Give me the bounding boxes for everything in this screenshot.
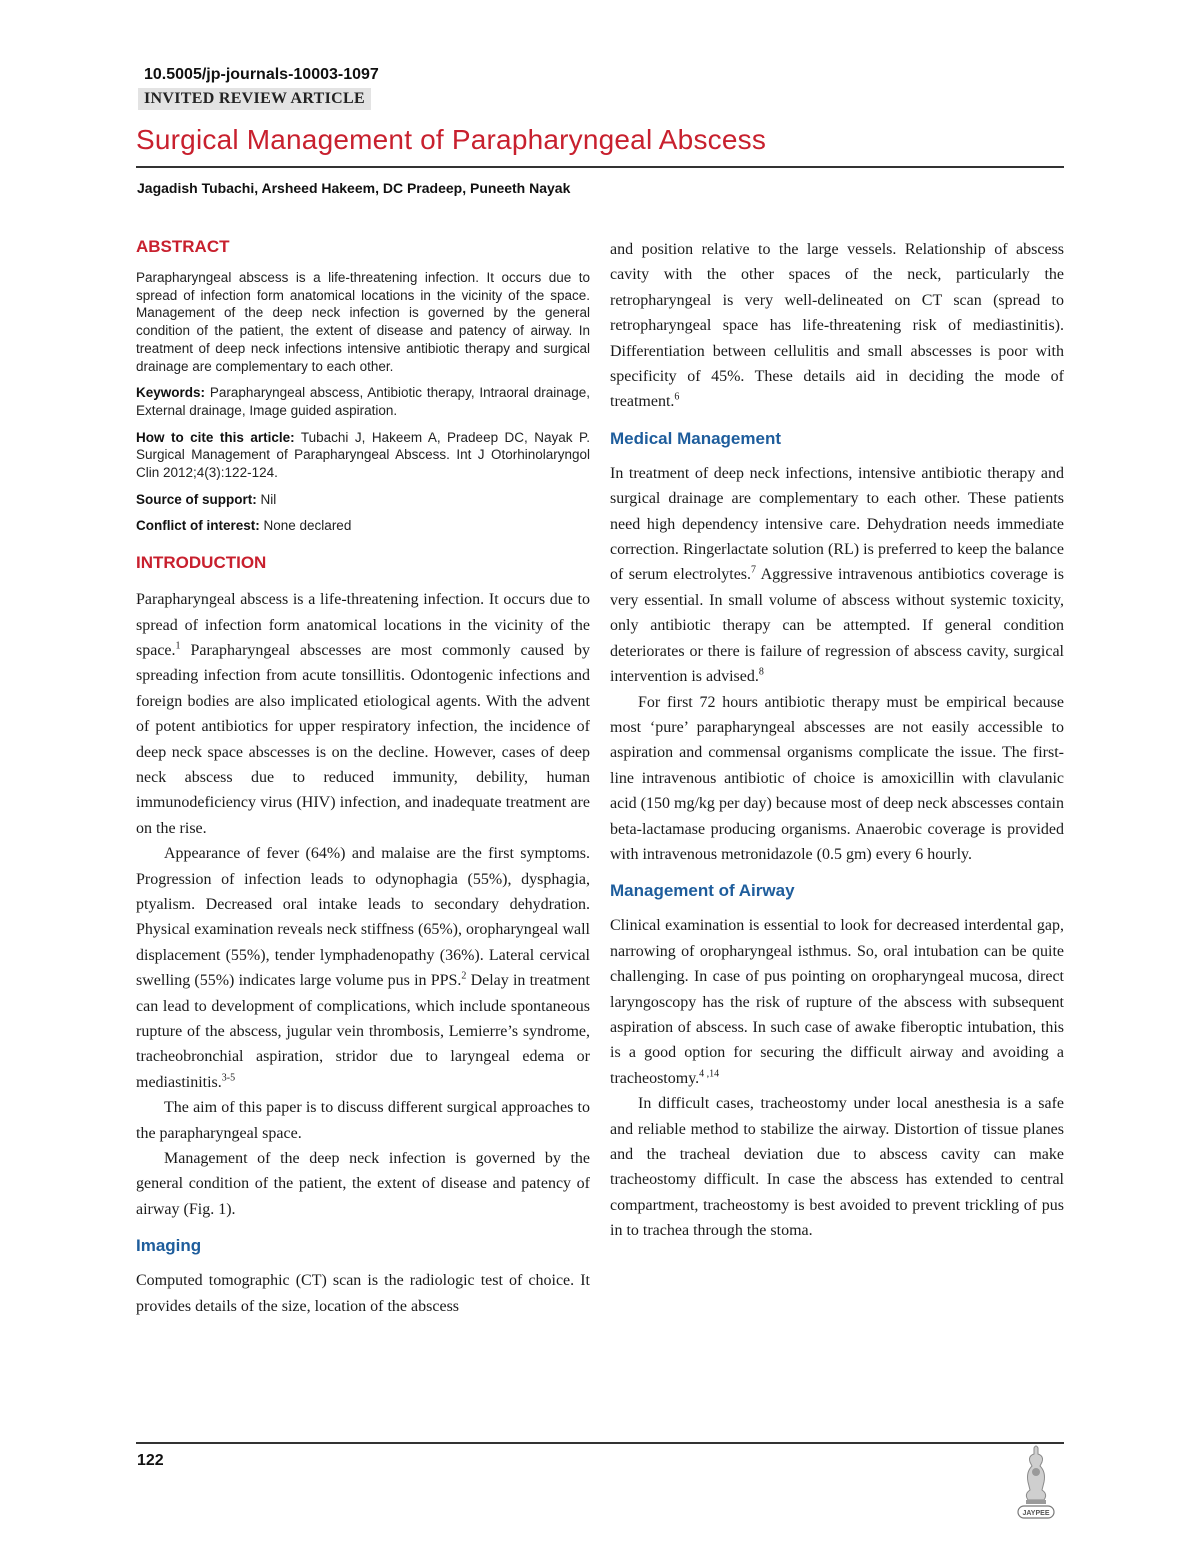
conflict-value: None declared [263, 518, 352, 534]
citation-ref: 3-5 [221, 1072, 236, 1084]
keywords [136, 384, 590, 419]
imaging-paragraph-continued [610, 237, 1064, 415]
conflict-label: Conflict of interest: [136, 518, 260, 534]
article-type-label: INVITED REVIEW ARTICLE [138, 88, 371, 110]
intro-p1-text-b: Parapharyngeal abscesses are most commonly caused by spreading infection from acute tonsillitis. Odontogenic infections and foreign bodies are also implicated etiological agents. With the advent of potent antibiotics for upper respiratory infection, the incidence of deep neck space abscesses is on the decline. However, cases of deep neck abscess due to reduced immunity, debility, human immunodeficiency virus (HIV) infection, and inadequate treatment are on the rise. [136, 641, 590, 837]
abstract-heading: ABSTRACT [136, 237, 230, 256]
citation-ref: 7 [751, 565, 757, 577]
intro-p1-text-a: Parapharyngeal abscess is a life-threatening infection. It occurs due to spread of infection form anatomical locations in the vicinity of the space. [136, 591, 590, 659]
citation-value: Tubachi J, Hakeem A, Pradeep DC, Nayak P. Surgical Management of Parapharyngeal Abscess. Int J Otorhinolaryngol Clin 2012;4(3):122-124. [136, 429, 591, 481]
citation-ref: 1 [175, 640, 181, 652]
medical-management-heading: Medical Management [610, 428, 781, 448]
publisher-name: JAYPEE [1022, 1510, 1050, 1517]
medical-paragraph-2: For first 72 hours antibiotic therapy must be empirical because most ‘pure’ parapharyngeal abscesses are not easily accessible to aspiration and commensal organisms complicate the issue. The first-line intravenous antibiotic of choice is amoxicillin with clavulanic acid (150 mg/kg per day) because most of deep neck abscesses contain beta-lactamase producing organisms. Anaerobic coverage is provided with intravenous metronidazole (0.5 gm) every 6 hourly. [610, 693, 1064, 863]
citation-ref: 6 [674, 392, 680, 404]
authors: Jagadish Tubachi, Arsheed Hakeem, DC Pradeep, Puneeth Nayak [137, 180, 571, 196]
citation-label: How to cite this article: [136, 429, 295, 445]
imaging-paragraph-1: Computed tomographic (CT) scan is the radiologic test of choice. It provides details of the size, location of the abscess [136, 1272, 590, 1315]
intro-paragraph-4: Management of the deep neck infection is governed by the general condition of the patient, the extent of disease and patency of airway (Fig. 1). [136, 1150, 590, 1218]
imaging-cont-text: and position relative to the large vessels. Relationship of abscess cavity with the other spaces of the neck, particularly the retropharyngeal is very well-delineated on CT scan (spread to retropharyngeal space has life-threatening risk of mediastinitis). Differentiation between cellulitis and small abscesses is poor with specificity of 45%. These details aid in deciding the mode of treatment. [610, 241, 1064, 411]
page-number: 122 [137, 1452, 164, 1469]
imaging-heading: Imaging [136, 1236, 202, 1256]
intro-paragraph-3: The aim of this paper is to discuss different surgical approaches to the parapharyngeal space. [136, 1099, 590, 1142]
airway-paragraph-1 [610, 913, 1064, 1091]
doi: 10.5005/jp-journals-10003-1097 [144, 66, 379, 83]
keywords-label: Keywords: [136, 385, 206, 401]
intro-p2-text-b: Delay in treatment can lead to development of complications, which include spontaneous rupture of the abscess, jugular vein thrombosis, Lemierre’s syndrome, tracheobronchial aspiration, stridor due to laryngeal edema or mediastinitis. [136, 972, 590, 1091]
citation [136, 429, 590, 482]
intro-paragraph-2 [136, 841, 590, 1095]
left-column [136, 237, 590, 1319]
conflict-of-interest [136, 517, 590, 535]
citation-ref: 8 [758, 666, 764, 678]
right-column [610, 237, 1064, 1244]
abstract-text: Parapharyngeal abscess is a life-threatening infection. It occurs due to spread of infection form anatomical locations in the vicinity of the space. Management of the deep neck infection is governed by the general condition of the patient, the extent of disease and patency of airway. In treatment of deep neck infections intensive antibiotic therapy and surgical drainage are complementary to each other. [136, 270, 590, 374]
support-value: Nil [260, 491, 277, 507]
title-rule [136, 166, 1064, 168]
medical-p1-text-a: In treatment of deep neck infections, intensive antibiotic therapy and surgical drainage are complementary to each other. These patients need high dependency intensive care. Dehydration needs immediate correction. Ringerlactate solution (RL) is preferred to keep the balance of serum electrolytes. [610, 464, 1064, 584]
support-label: Source of support: [136, 491, 257, 507]
intro-p2-text-a: Appearance of fever (64%) and malaise are the first symptoms. Progression of infection leads to odynophagia (55%), dysphagia, ptyalism. Decreased oral intake leads to secondary dehydration. Physical examination reveals neck stiffness (65%), oropharyngeal wall displacement (55%), tender lymphadenopathy (36%). Lateral cervical swelling (55%) indicates large volume pus in PPS. [136, 845, 590, 990]
intro-paragraph-1 [136, 587, 590, 841]
airway-paragraph-2: In difficult cases, tracheostomy under local anesthesia is a safe and reliable method to stabilize the airway. Distortion of tissue planes and the tracheal deviation due to abscess cavity can make tracheostomy difficult. In case the abscess has extended to central compartment, tracheostomy is best avoided to prevent trickling of pus in to trachea through the stoma. [610, 1095, 1064, 1240]
article-title: Surgical Management of Parapharyngeal Abscess [136, 124, 767, 155]
footer-rule [136, 1442, 1064, 1444]
citation-ref: 2 [461, 970, 467, 982]
keywords-value: Parapharyngeal abscess, Antibiotic therapy, Intraoral drainage, External drainage, Image guided aspiration. [136, 385, 590, 418]
source-of-support [136, 491, 590, 509]
introduction-heading: INTRODUCTION [136, 553, 267, 573]
airway-p1-text: Clinical examination is essential to look for decreased interdental gap, narrowing of oropharyngeal isthmus. So, oral intubation can be quite challenging. In case of pus pointing on oropharyngeal mucosa, direct laryngoscopy has the risk of rupture of the abscess with subsequent aspiration of abscess. In such case of awake fiberoptic intubation, this is a good option for securing the difficult airway and avoiding a tracheostomy. [610, 917, 1064, 1087]
medical-p1-text-b: Aggressive intravenous antibiotics coverage is very essential. In small volume of abscess without systemic toxicity, only antibiotic therapy can be attempted. If general condition deteriorates or there is failure of regression of abscess cavity, surgical intervention is advised. [610, 566, 1065, 686]
medical-paragraph-1 [610, 461, 1064, 690]
citation-ref: 4 ,14 [699, 1068, 720, 1080]
jaypee-logo-icon [1014, 1444, 1058, 1520]
airway-heading: Management of Airway [610, 881, 795, 901]
